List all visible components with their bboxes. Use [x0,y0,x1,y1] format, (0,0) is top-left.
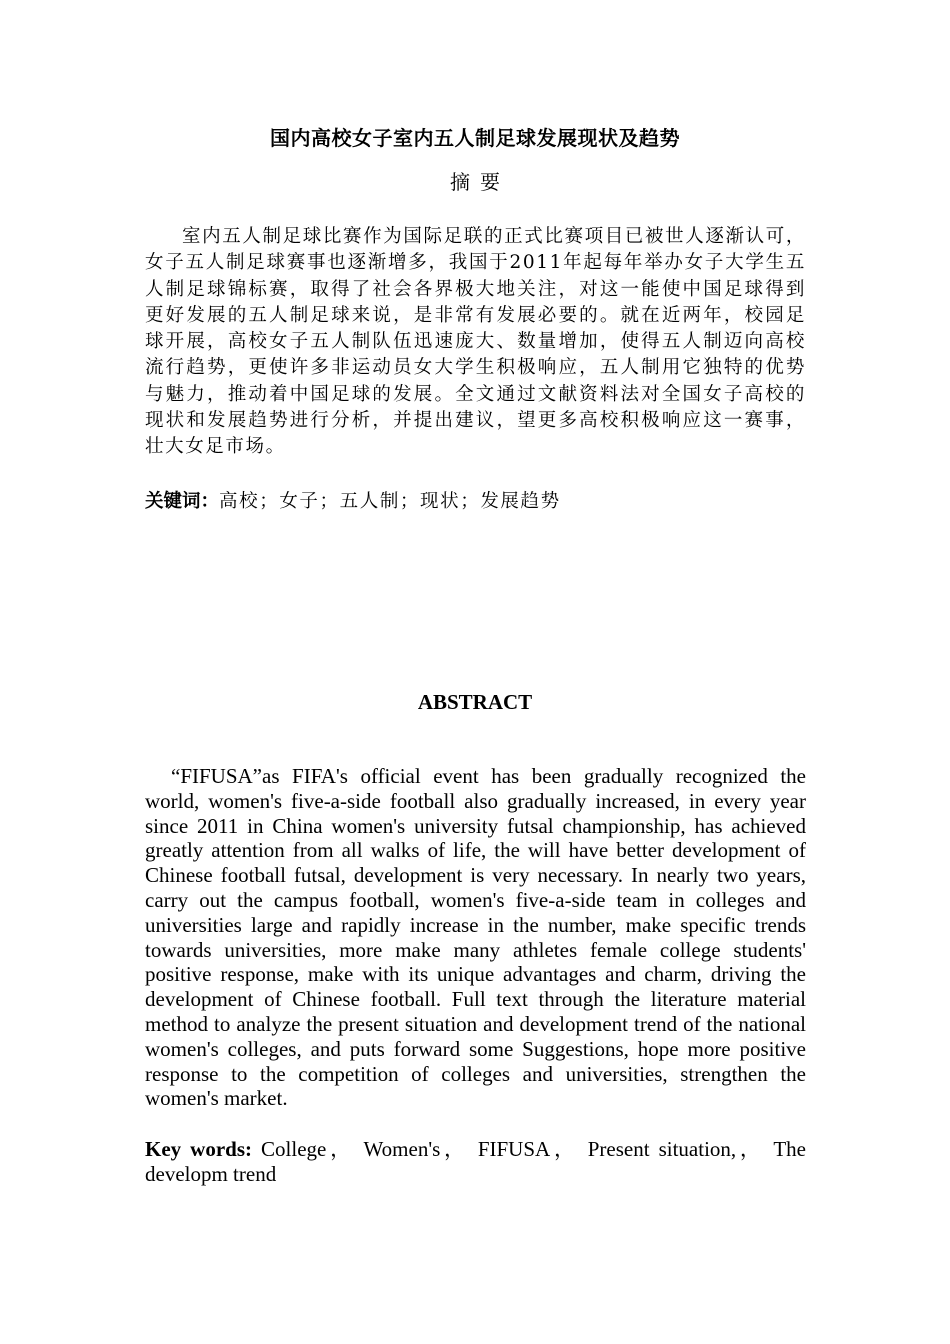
chinese-keywords [145,488,806,516]
english-abstract-heading: ABSTRACT [417,690,533,714]
chinese-abstract-paragraph: 室内五人制足球比赛作为国际足联的正式比赛项目已被世人逐渐认可，女子五人制足球赛事也逐渐增多，我国于2011年起每年举办女子大学生五人制足球锦标赛，取得了社会各界极大地关注，对这一能使中国足球得到更好发展的五人制足球来说，是非常有发展必要的。就在近两年，校园足球开展，高校女子五人制队伍迅速庞大、数量增加，使得五人制迈向高校流行趋势，更使许多非运动员女大学生积极响应，五人制用它独特的优势与魅力，推动着中国足球的发展。全文通过文献资料法对全国女子高校的现状和发展趋势进行分析，并提出建议，望更多高校积极响应这一赛事，壮大女足市场。 [145,226,806,458]
english-keywords-list: College， Women's， FIFUSA， Present situation,， The developm trend [145,1137,806,1186]
english-keywords [145,1137,806,1187]
chinese-title: 国内高校女子室内五人制足球发展现状及趋势 [270,126,680,150]
english-keywords-label: Key words: [145,1137,253,1161]
chinese-keywords-label: 关键词： [145,491,220,512]
chinese-abstract-heading: 摘要 [450,170,510,194]
english-abstract-paragraph: “FIFUSA”as FIFA's official event has been gradually recognized the world, women's five-a-side football also gradually increased, in every year since 2011 in China women's university futsal championship, has achieved greatly attention from all walks of life, the will have better development of Chinese football futsal, development is very necessary. In nearly two years, carry out the campus football, women's five-a-side team in colleges and universities large and rapidly increase in the number, make specific trends towards universities, more make many athletes female college students' positive response, make with its unique advantages and charm, driving the development of Chinese football. Full text through the literature material method to analyze the present situation and development trend of the national women's colleges, and puts forward some Suggestions, hope more positive response to the competition of colleges and universities, strengthen the women's market. [145,764,806,1111]
chinese-keywords-list: 高校；女子；五人制；现状；发展趋势 [219,491,561,512]
